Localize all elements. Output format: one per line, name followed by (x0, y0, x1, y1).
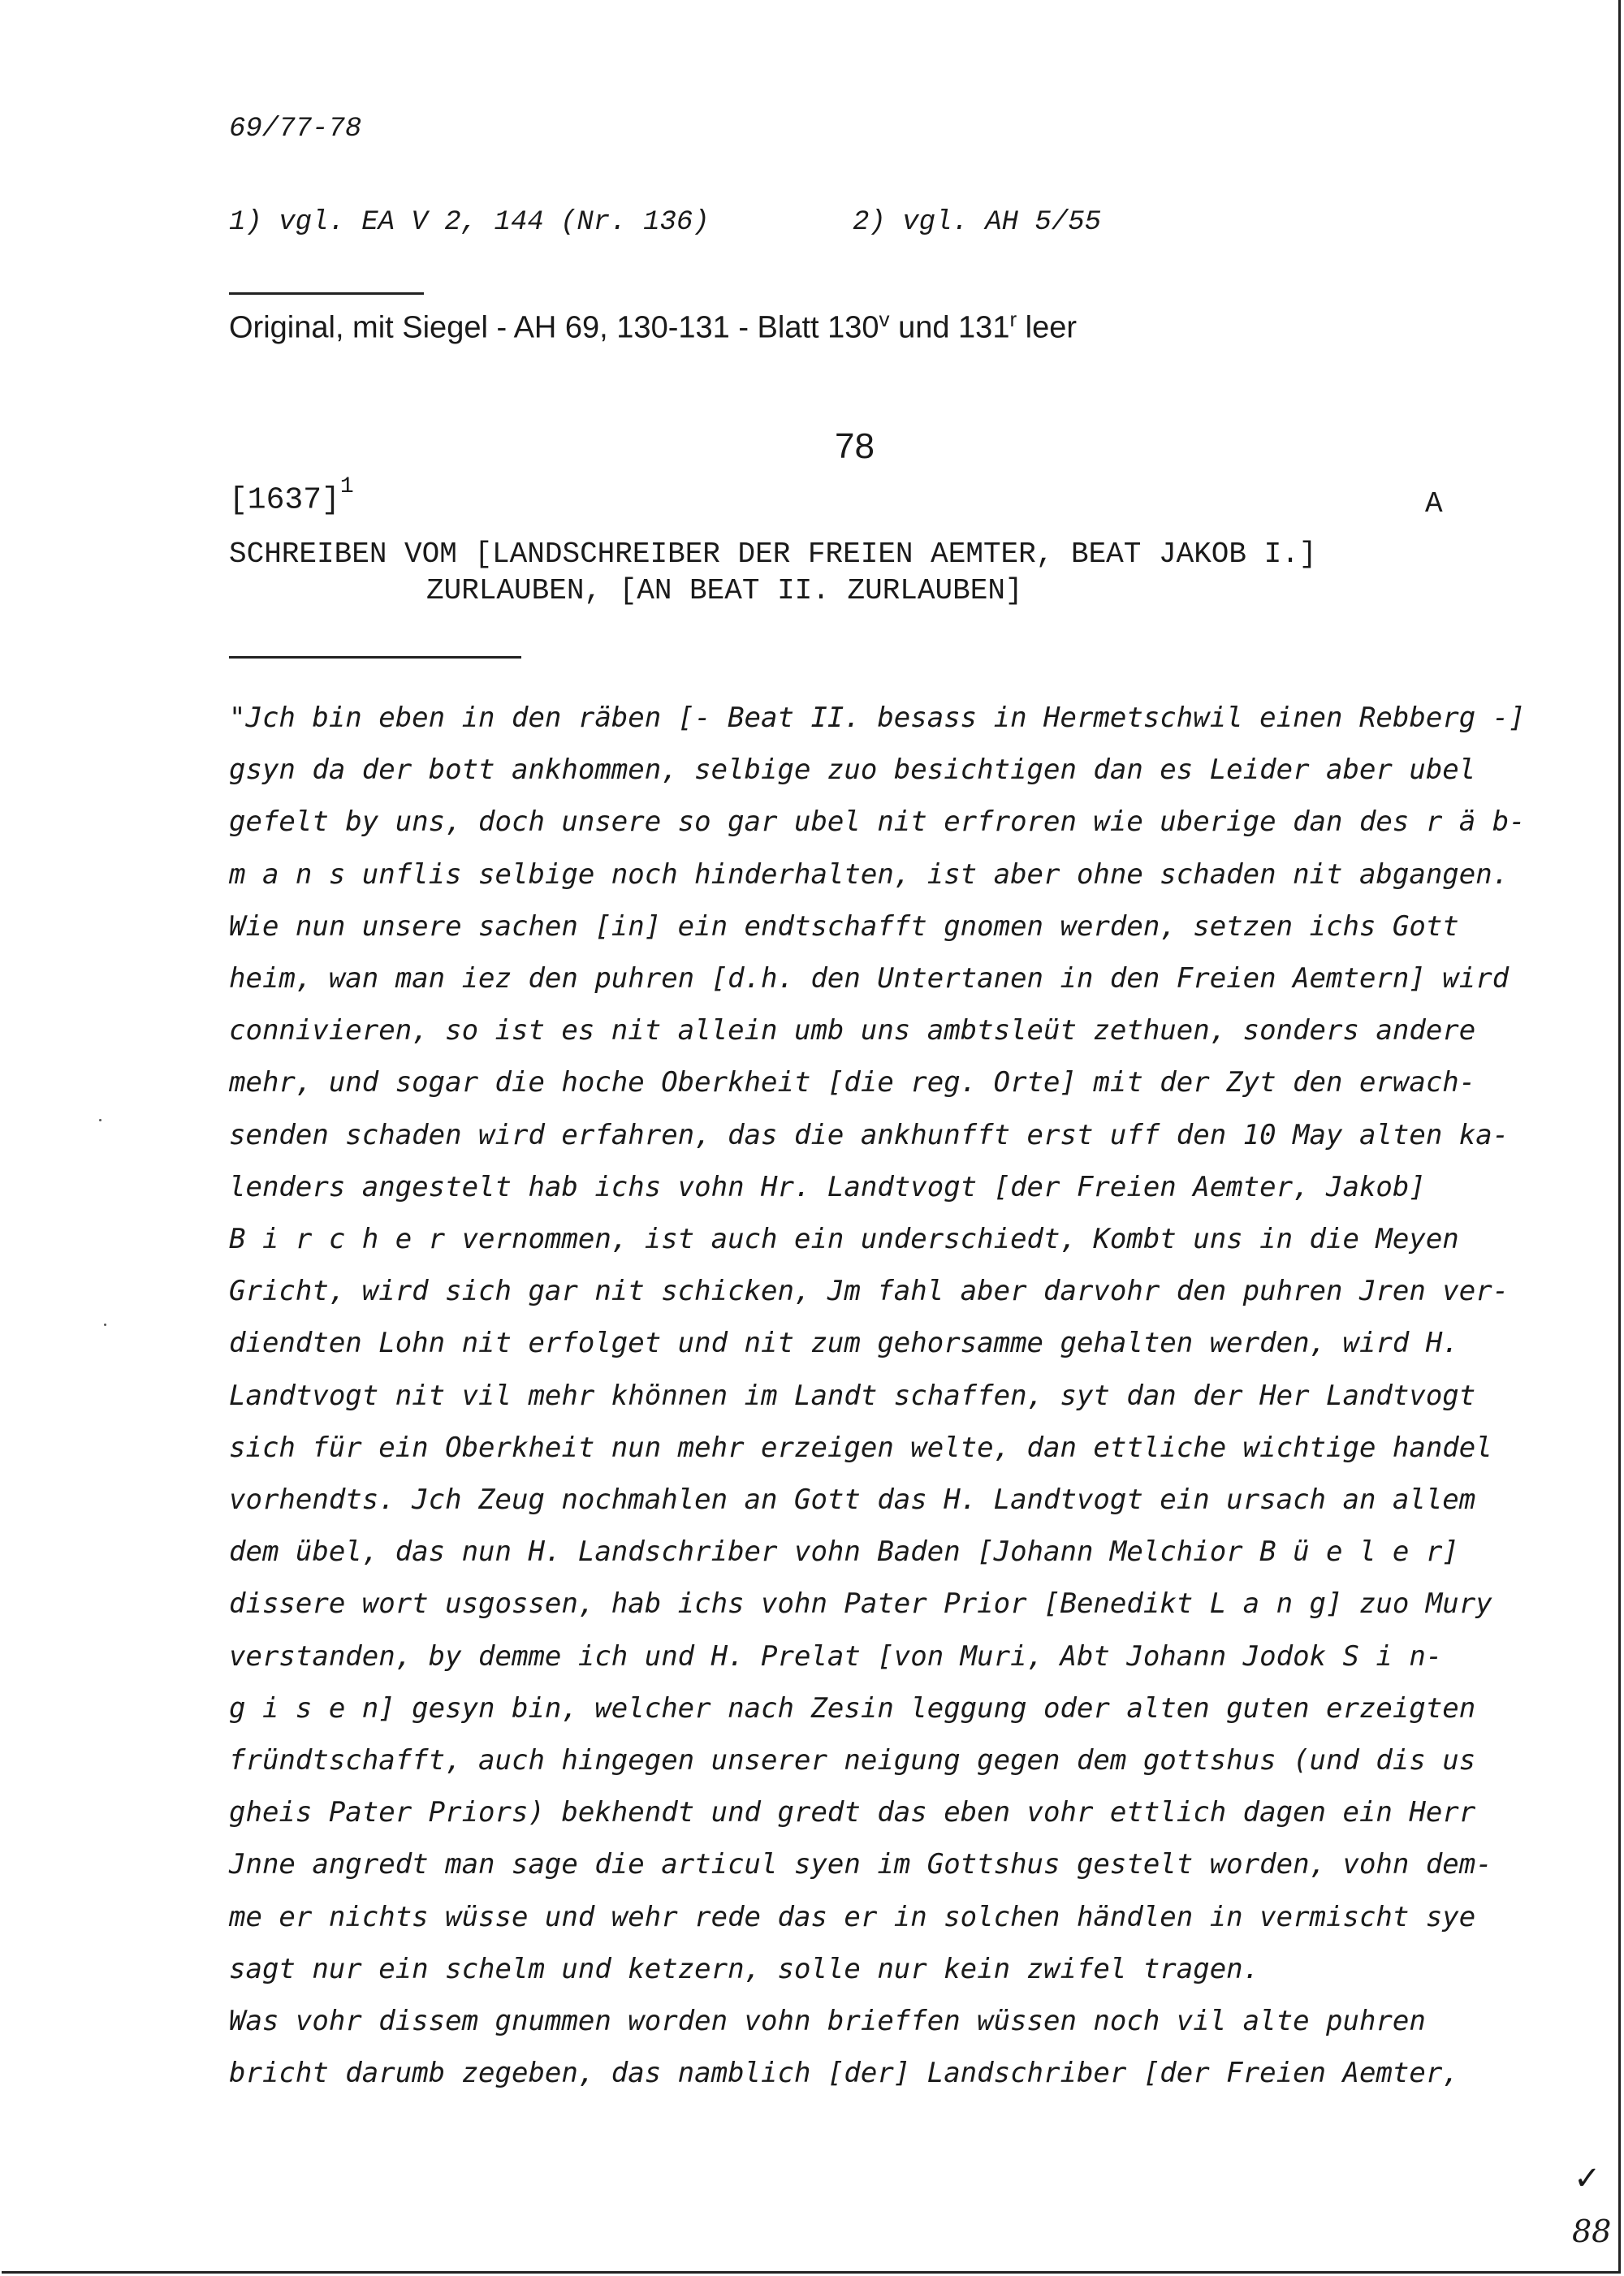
letter-body (229, 692, 1544, 2099)
body-line: Was vohr dissem gnummen worden vohn brieffen wüssen noch vil alte puhren (229, 2005, 1426, 2038)
body-line: sich für ein Oberkheit nun mehr erzeigen welte, dan ettliche wichtige handel (229, 1431, 1492, 1464)
document-letter: A (1425, 487, 1443, 520)
body-line: lenders angestelt hab ichs vohn Hr. Landtvogt [der Freien Aemter, Jakob] (229, 1170, 1426, 1203)
footnote-divider (229, 292, 424, 295)
body-line: gsyn da der bott ankhommen, selbige zuo besichtigen dan es Leider aber ubel (229, 754, 1476, 787)
body-line: B i r c h e r vernommen, ist auch ein underschiedt, Kombt uns in die Meyen (229, 1223, 1459, 1256)
body-line: fründtschafft, auch hingegen unserer neigung gegen dem gottshus (und dis us (229, 1744, 1476, 1777)
body-line: connivieren, so ist es nit allein umb uns ambtsleüt zethuen, sonders andere (229, 1014, 1476, 1047)
body-line: sagt nur ein schelm und ketzern, solle nur kein zwifel tragen. (229, 1952, 1260, 1985)
date-footnote-marker: 1 (339, 474, 354, 499)
source-note (229, 307, 1077, 346)
body-line: dem übel, das nun H. Landschriber vohn Baden [Johann Melchior B ü e l e r] (229, 1535, 1459, 1569)
body-line: dissere wort usgossen, hab ichs vohn Pater Prior [Benedikt L a n g] zuo Mury (229, 1587, 1492, 1621)
source-text-after: leer (1017, 310, 1078, 345)
source-text-before: Original, mit Siegel - AH 69, 130-131 - Blatt 130 (229, 310, 879, 345)
document-number: 78 (835, 426, 875, 466)
source-sup-verso: v (879, 307, 890, 331)
footnote-1: 1) vgl. EA V 2, 144 (Nr. 136) (229, 207, 710, 238)
date-text: [1637] (229, 482, 340, 518)
body-line: mehr, und sogar die hoche Oberkheit [die reg. Orte] mit der Zyt den erwach- (229, 1066, 1476, 1099)
document-title-line-2: ZURLAUBEN, [AN BEAT II. ZURLAUBEN] (426, 574, 1023, 607)
body-line: m a n s unflis selbige noch hinderhalten, ist aber ohne schaden nit abgangen. (229, 857, 1510, 891)
body-line: Jnne angredt man sage die articul syen im Gottshus gestelt worden, vohn dem- (229, 1848, 1492, 1881)
header-reference: 69/77-78 (229, 114, 362, 145)
source-sup-recto: r (1009, 307, 1017, 331)
body-line: heim, wan man iez den puhren [d.h. den Untertanen in den Freien Aemtern] wird (229, 962, 1510, 995)
body-line: Landtvogt nit vil mehr khönnen im Landt schaffen, syt dan der Her Landtvogt (229, 1379, 1476, 1412)
body-line: g i s e n] gesyn bin, welcher nach Zesin leggung oder alten guten erzeigten (229, 1691, 1476, 1725)
body-line: diendten Lohn nit erfolget und nit zum gehorsamme gehalten werden, wird H. (229, 1327, 1459, 1360)
body-line: Gricht, wird sich gar nit schicken, Jm fahl aber darvohr den puhren Jren ver- (229, 1275, 1510, 1308)
scan-speck (104, 1324, 106, 1326)
body-line: me er nichts wüsse und wehr rede das er in solchen händlen in vermischt sye (229, 1900, 1476, 1933)
archive-page-number: 88 (1572, 2213, 1612, 2249)
body-line: verstanden, by demme ich und H. Prelat [von Muri, Abt Johann Jodok S i n- (229, 1639, 1443, 1673)
title-divider (229, 656, 521, 659)
body-line: bricht darumb zegeben, das namblich [der] Landschriber [der Freien Aemter, (229, 2057, 1459, 2090)
body-line: "Jch bin eben in den räben [- Beat II. besass in Hermetschwil einen Rebberg -] (229, 702, 1526, 734)
body-line: Wie nun unsere sachen [in] ein endtschafft gnomen werden, setzen ichs Gott (229, 909, 1459, 943)
body-line: senden schaden wird erfahren, das die ankhunfft erst uff den 10 May alten ka- (229, 1118, 1510, 1151)
footnote-2: 2) vgl. AH 5/55 (853, 207, 1102, 238)
body-line: gheis Pater Priors) bekhendt und gredt das eben vohr ettlich dagen ein Herr (229, 1796, 1476, 1829)
check-mark-icon: ✓ (1574, 2160, 1601, 2197)
source-text-mid: und 131 (889, 310, 1010, 345)
body-line: vorhendts. Jch Zeug nochmahlen an Gott das H. Landtvogt ein ursach an allem (229, 1484, 1476, 1517)
scan-speck (99, 1119, 102, 1121)
document-date (229, 474, 354, 518)
document-title-line-1: SCHREIBEN VOM [LANDSCHREIBER DER FREIEN AEMTER, BEAT JAKOB I.] (229, 538, 1317, 571)
body-line: gefelt by uns, doch unsere so gar ubel nit erfroren wie uberige dan des r ä b- (229, 805, 1526, 839)
